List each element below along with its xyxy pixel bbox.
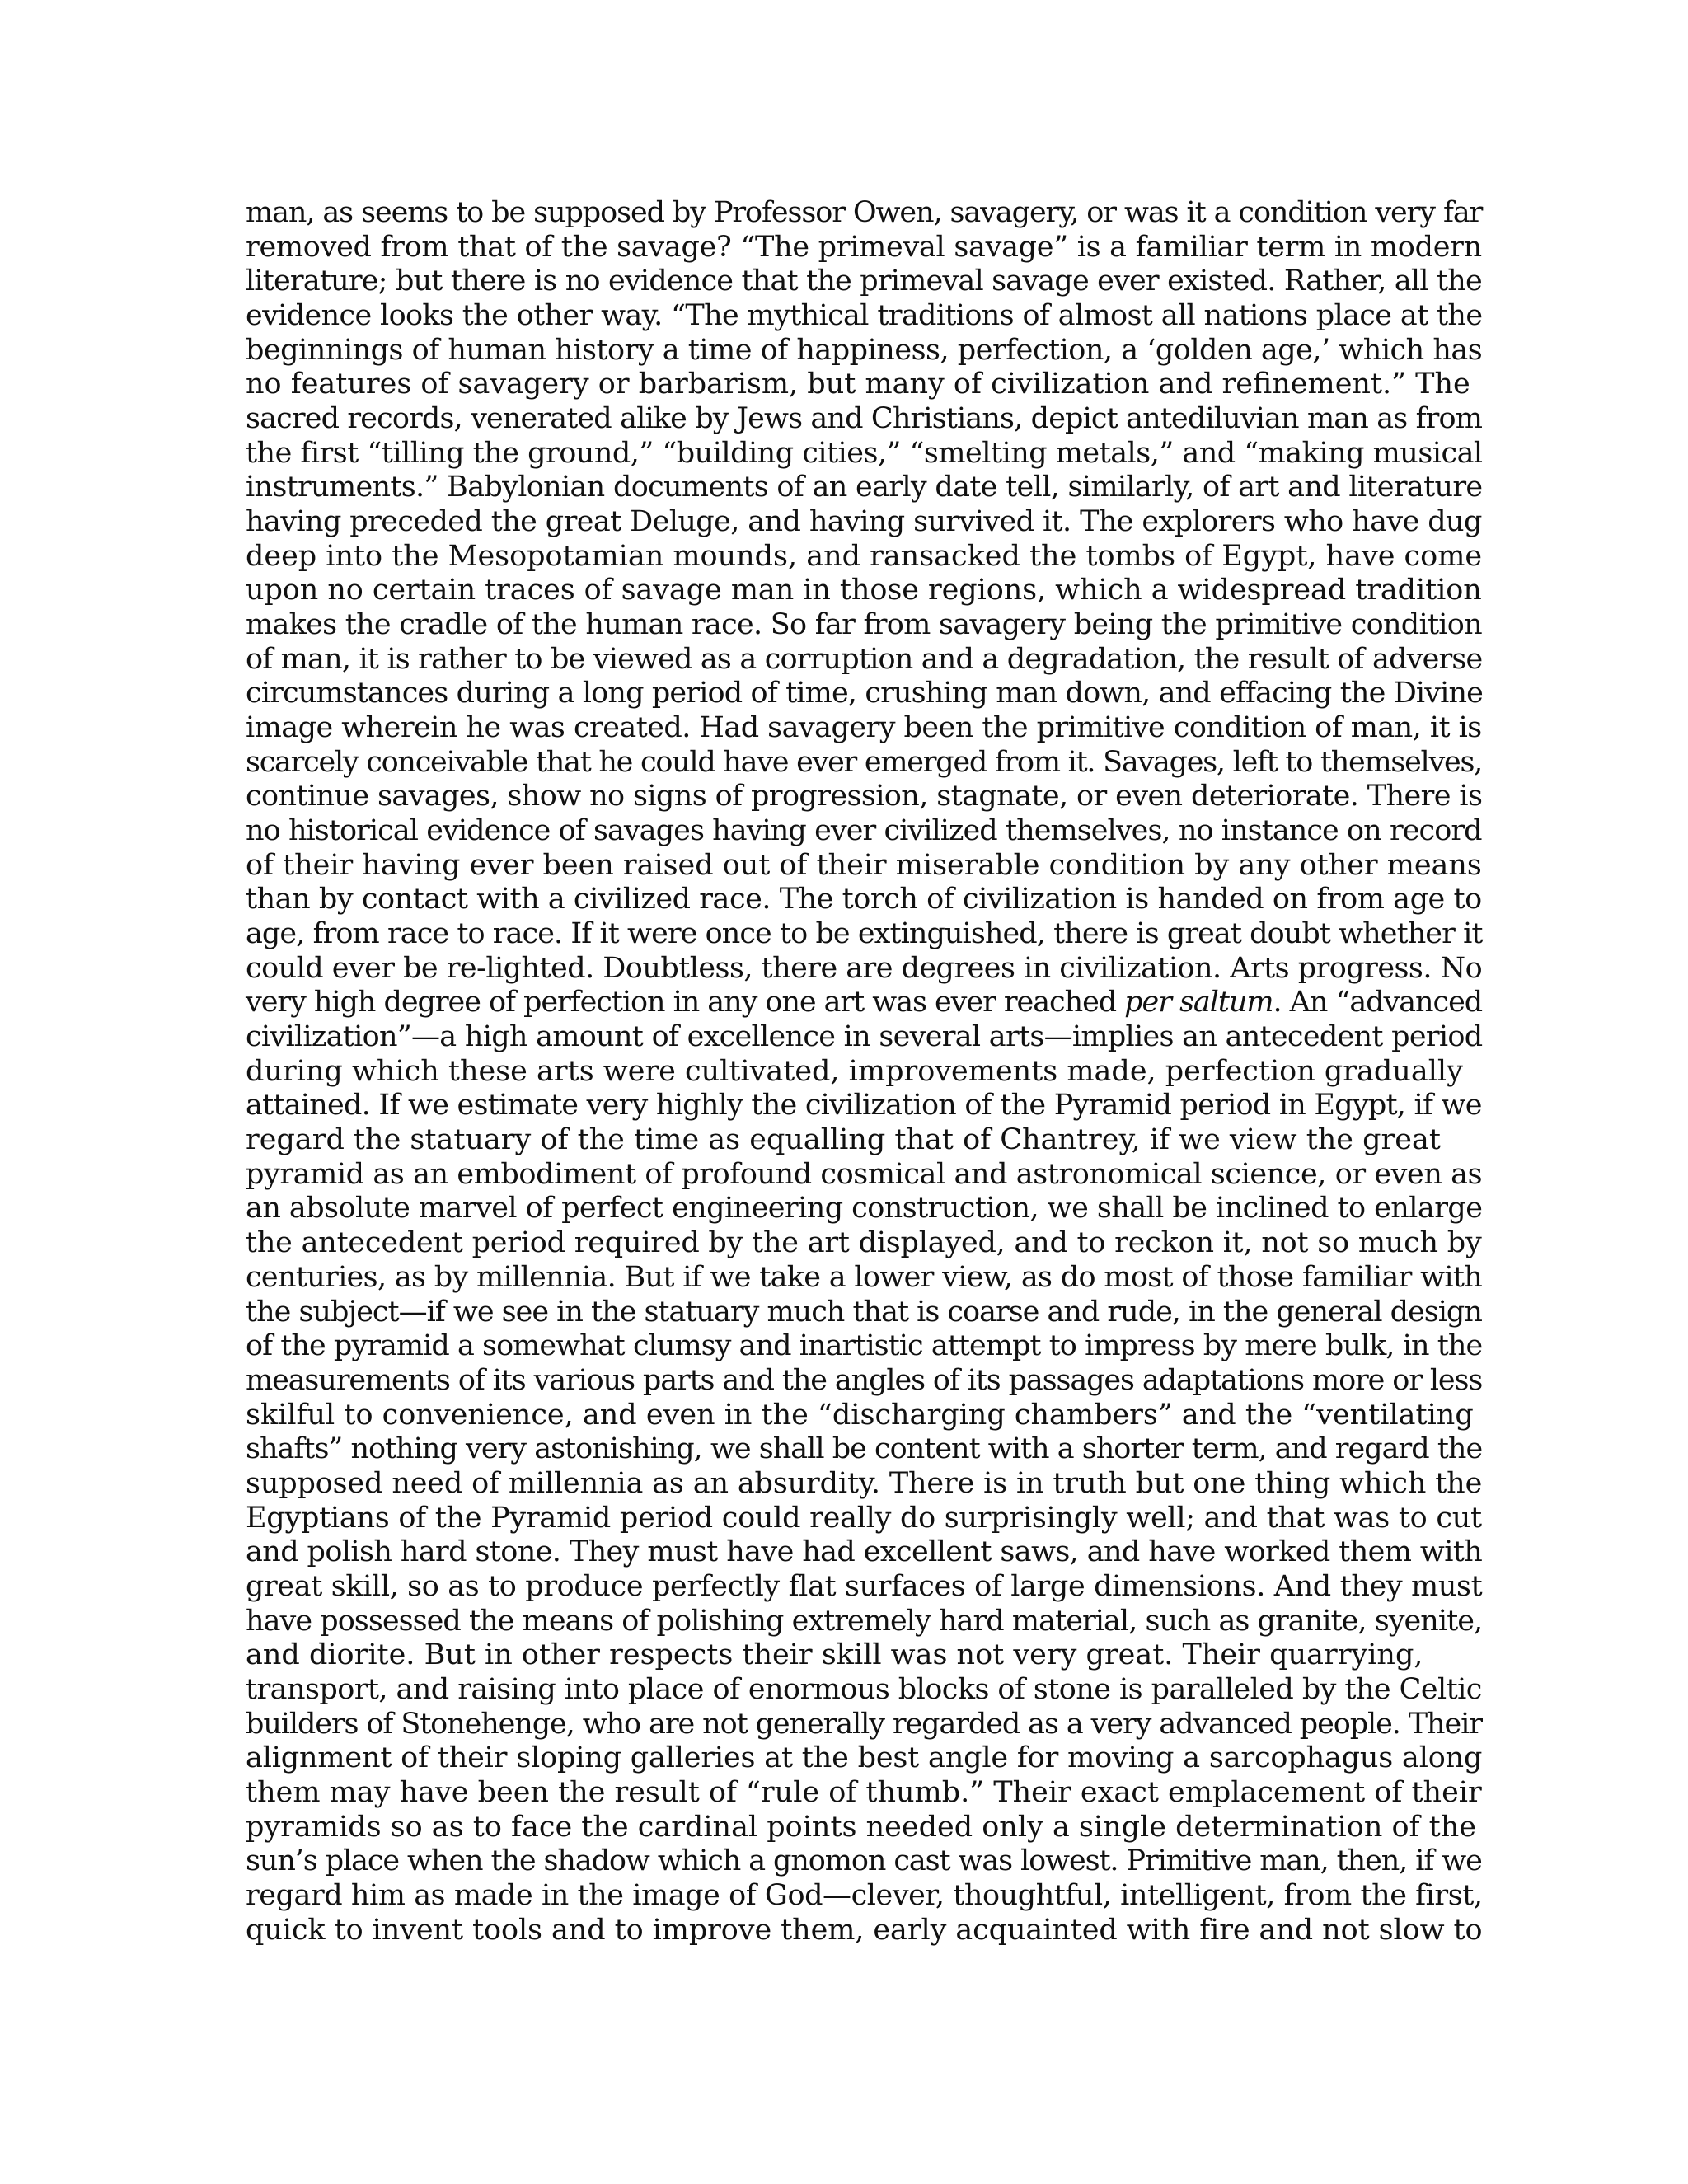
body-paragraph [246,196,1482,1947]
text-line: builders of Stonehenge, who are not generally regarded as a very advanced people. Their [246,1707,1482,1741]
text-line: no historical evidence of savages having ever civilized themselves, no instance on record [246,814,1482,848]
text-line: removed from that of the savage? “The primeval savage” is a familiar term in modern [246,230,1482,264]
text-line: regard him as made in the image of God—clever, thoughtful, intelligent, from the first, [246,1878,1483,1912]
text-line: skilful to convenience, and even in the “discharging chambers” and the “ventilating [246,1398,1474,1432]
text-line: supposed need of millennia as an absurdity. There is in truth but one thing which the [246,1466,1483,1500]
italic-phrase: per saltum [1124,986,1273,1019]
text-line: sacred records, venerated alike by Jews and Christians, depict antediluvian man as from [246,402,1483,436]
text-line: quick to invent tools and to improve them, early acquainted with fire and not slow to [246,1913,1483,1947]
text-line: beginnings of human history a time of happiness, perfection, a ‘golden age,’ which has [246,333,1483,367]
text-line: sun’s place when the shadow which a gnomon cast was lowest. Primitive man, then, if we [246,1844,1482,1878]
text-line: continue savages, show no signs of progression, stagnate, or even deteriorate. There is [246,780,1483,813]
text-line: deep into the Mesopotamian mounds, and ransacked the tombs of Egypt, have come [246,539,1483,573]
text-line: centuries, as by millennia. But if we take a lower view, as do most of those familiar with [246,1260,1483,1294]
text-line: image wherein he was created. Had savagery been the primitive condition of man, it is [246,711,1482,745]
text-line: civilization”—a high amount of excellence in several arts—implies an antecedent period [246,1020,1483,1054]
text-line: transport, and raising into place of enormous blocks of stone is paralleled by the Celtic [246,1672,1482,1706]
text-line: shafts” nothing very astonishing, we shall be content with a shorter term, and regard the [246,1432,1483,1466]
text-line: have possessed the means of polishing extremely hard material, such as granite, syenite, [246,1604,1483,1638]
text-line: regard the statuary of the time as equalling that of Chantrey, if we view the great [246,1123,1441,1157]
text-line: could ever be re-lighted. Doubtless, there are degrees in civilization. Arts progress. No [246,951,1483,985]
text-line: and polish hard stone. They must have had excellent saws, and have worked them with [246,1535,1483,1569]
text-line: alignment of their sloping galleries at the best angle for moving a sarcophagus along [246,1741,1483,1775]
text-run: very high degree of perfection in any one art was ever reached [246,986,1125,1019]
text-line: man, as seems to be supposed by Professor Owen, savagery, or was it a condition very far [246,196,1483,229]
text-line [246,986,1482,1020]
text-line: instruments.” Babylonian documents of an early date tell, similarly, of art and literature [246,471,1483,504]
text-line: literature; but there is no evidence that the primeval savage ever existed. Rather, all the [246,265,1482,298]
text-line: age, from race to race. If it were once to be extinguished, there is great doubt whether it [246,917,1483,951]
text-line: during which these arts were cultivated, improvements made, perfection gradually [246,1054,1463,1088]
text-line: an absolute marvel of perfect engineering construction, we shall be inclined to enlarge [246,1192,1483,1226]
text-line: no features of savagery or barbarism, but many of civilization and refinement.” The [246,368,1470,401]
text-line: of their having ever been raised out of their miserable condition by any other means [246,848,1482,882]
text-line: upon no certain traces of savage man in those regions, which a widespread tradition [246,574,1482,607]
text-line: scarcely conceivable that he could have ever emerged from it. Savages, left to themselves, [246,745,1483,779]
text-line: pyramid as an embodiment of profound cosmical and astronomical science, or even as [246,1157,1483,1191]
text-line: attained. If we estimate very highly the civilization of the Pyramid period in Egypt, if we [246,1089,1482,1122]
text-line: of the pyramid a somewhat clumsy and inartistic attempt to impress by mere bulk, in the [246,1329,1483,1363]
text-line: than by contact with a civilized race. The torch of civilization is handed on from age to [246,883,1482,916]
text-line: measurements of its various parts and the angles of its passages adaptations more or less [246,1363,1483,1397]
text-line: circumstances during a long period of time, crushing man down, and effacing the Divine [246,677,1484,710]
text-run: . An “advanced [1273,986,1483,1019]
text-line: of man, it is rather to be viewed as a corruption and a degradation, the result of adverse [246,642,1483,676]
text-line: and diorite. But in other respects their skill was not very great. Their quarrying, [246,1638,1423,1672]
text-line: them may have been the result of “rule of thumb.” Their exact emplacement of their [246,1775,1482,1809]
text-line: the antecedent period required by the art displayed, and to reckon it, not so much by [246,1226,1482,1260]
text-line: great skill, so as to produce perfectly flat surfaces of large dimensions. And they must [246,1569,1483,1603]
text-line: Egyptians of the Pyramid period could really do surprisingly well; and that was to cut [246,1501,1482,1535]
text-line: the first “tilling the ground,” “building cities,” “smelting metals,” and “making musical [246,436,1483,470]
text-line: makes the cradle of the human race. So far from savagery being the primitive condition [246,608,1482,642]
text-line: the subject—if we see in the statuary much that is coarse and rude, in the general design [246,1295,1482,1329]
text-line: pyramids so as to face the cardinal points needed only a single determination of the [246,1810,1476,1844]
text-line: evidence looks the other way. “The mythical traditions of almost all nations place at the [246,299,1483,333]
text-line: having preceded the great Deluge, and having survived it. The explorers who have dug [246,505,1482,539]
